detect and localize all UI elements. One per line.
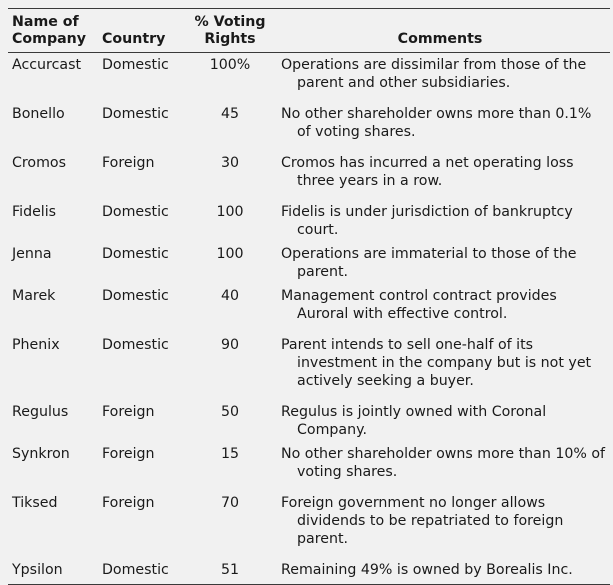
comment-cell	[270, 400, 610, 442]
voting-rights-cell: 100	[216, 246, 244, 262]
voting-rights-cell: 100%	[209, 57, 251, 73]
comment-text: No other shareholder owns more than 0.1% of voting shares.	[281, 106, 592, 140]
comment-cell	[270, 102, 610, 151]
voting-rights-cell: 30	[220, 155, 240, 171]
company-name-cell: Bonello	[12, 106, 65, 122]
table-row	[8, 53, 610, 103]
header-name-line1: Name of	[12, 14, 79, 30]
voting-rights-cell: 15	[220, 446, 240, 462]
company-name-cell: Regulus	[12, 404, 69, 420]
comment-cell	[270, 333, 610, 400]
voting-rights-cell: 50	[220, 404, 240, 420]
comment-text: Foreign government no longer allows dividends to be repatriated to foreign parent.	[281, 495, 564, 547]
comment-text: Cromos has incurred a net operating loss three years in a row.	[281, 155, 574, 189]
comment-cell	[270, 200, 610, 242]
comment-text: No other shareholder owns more than 10% of voting shares.	[281, 446, 606, 480]
subsidiaries-table	[8, 8, 610, 585]
country-cell: Domestic	[102, 288, 169, 304]
comment-cell	[270, 151, 610, 200]
header-voting-line2: Rights	[204, 31, 256, 47]
company-name-cell: Synkron	[12, 446, 70, 462]
company-name-cell: Fidelis	[12, 204, 57, 220]
header-name-line2: Company	[12, 31, 87, 47]
comment-cell	[270, 284, 610, 333]
comment-text: Operations are dissimilar from those of the parent and other subsidiaries.	[281, 57, 587, 91]
country-cell: Domestic	[102, 204, 169, 220]
comment-cell	[270, 491, 610, 558]
table-row	[8, 558, 610, 585]
header-comments: Comments	[270, 9, 610, 53]
country-cell: Domestic	[102, 57, 169, 73]
voting-rights-cell: 100	[216, 204, 244, 220]
country-cell: Foreign	[102, 495, 155, 511]
table-body	[8, 53, 610, 585]
table-row	[8, 491, 610, 558]
comment-cell	[270, 558, 610, 585]
table-row	[8, 284, 610, 333]
voting-rights-cell: 40	[220, 288, 240, 304]
table-row	[8, 333, 610, 400]
comment-cell	[270, 53, 610, 103]
voting-rights-cell: 90	[220, 337, 240, 353]
table-row	[8, 200, 610, 242]
header-voting-rights	[190, 9, 270, 53]
table-row	[8, 242, 610, 284]
country-cell: Foreign	[102, 446, 155, 462]
comment-text: Remaining 49% is owned by Borealis Inc.	[281, 562, 573, 578]
header-country: Country	[96, 9, 190, 53]
comment-text: Parent intends to sell one-half of its investment in the company but is not yet actively seeking a buyer.	[281, 337, 592, 389]
comment-cell	[270, 442, 610, 491]
header-row	[8, 9, 610, 53]
company-name-cell: Accurcast	[12, 57, 82, 73]
company-name-cell: Phenix	[12, 337, 60, 353]
voting-rights-cell: 70	[220, 495, 240, 511]
subsidiaries-table-container	[8, 8, 610, 585]
table-row	[8, 102, 610, 151]
table-header	[8, 9, 610, 53]
country-cell: Foreign	[102, 155, 155, 171]
country-cell: Domestic	[96, 558, 190, 585]
company-name-cell: Cromos	[12, 155, 66, 171]
comment-text: Fidelis is under jurisdiction of bankruptcy court.	[281, 204, 573, 238]
table-row	[8, 400, 610, 442]
country-cell: Domestic	[102, 106, 169, 122]
voting-rights-cell: 45	[220, 106, 240, 122]
country-cell: Foreign	[102, 404, 155, 420]
header-company-name	[8, 9, 96, 53]
country-cell: Domestic	[102, 246, 169, 262]
comment-text: Regulus is jointly owned with Coronal Company.	[281, 404, 547, 438]
comment-text: Management control contract provides Auroral with effective control.	[281, 288, 557, 322]
table-row	[8, 442, 610, 491]
voting-rights-cell: 51	[190, 558, 270, 585]
comment-text: Operations are immaterial to those of the parent.	[281, 246, 577, 280]
company-name-cell: Ypsilon	[8, 558, 96, 585]
company-name-cell: Marek	[12, 288, 56, 304]
comment-cell	[270, 242, 610, 284]
country-cell: Domestic	[102, 337, 169, 353]
header-voting-line1: % Voting	[194, 14, 266, 30]
company-name-cell: Tiksed	[12, 495, 58, 511]
company-name-cell: Jenna	[12, 246, 52, 262]
table-row	[8, 151, 610, 200]
